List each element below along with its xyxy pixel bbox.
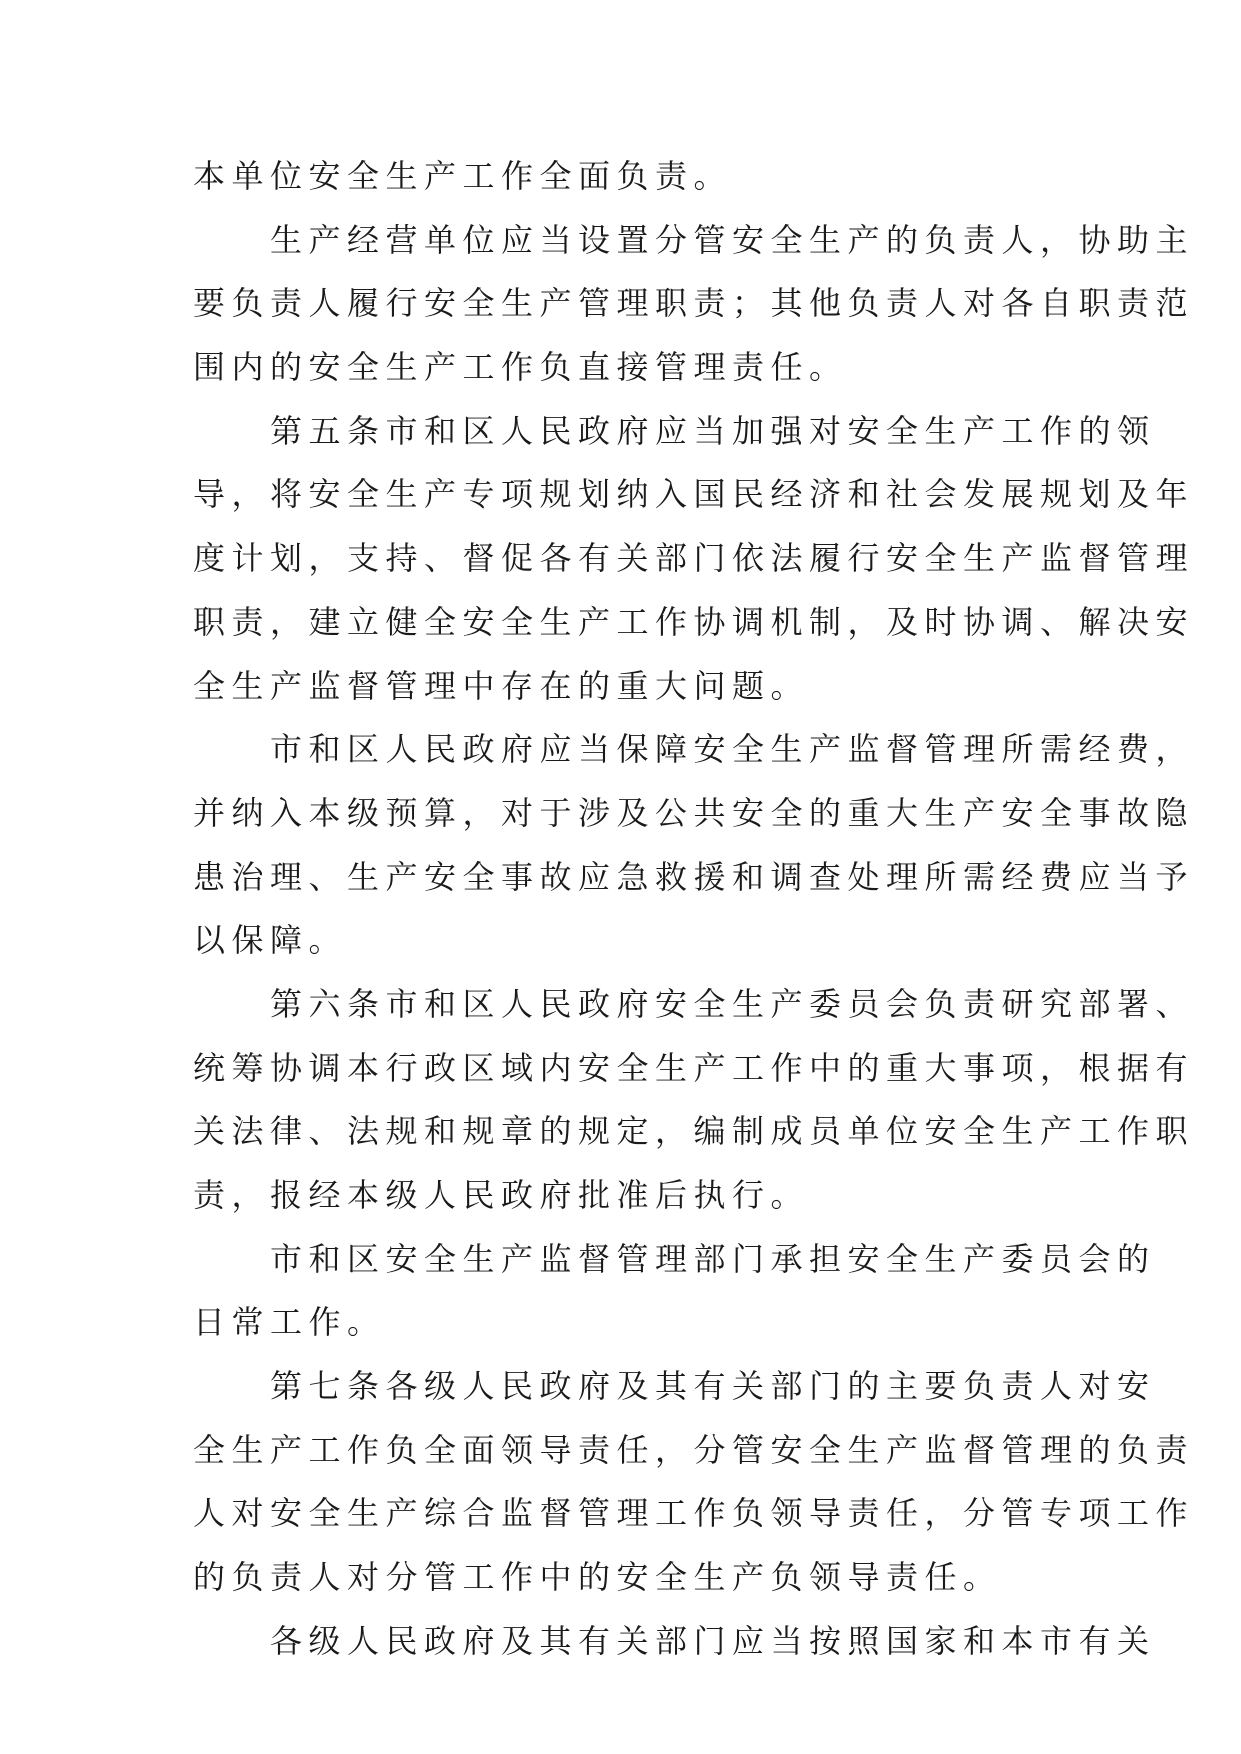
text-line: 围内的安全生产工作负直接管理责任。 (193, 348, 848, 387)
text-line: 生产经营单位应当设置分管安全生产的负责人，协助主 (193, 220, 1195, 259)
text-line: 第七条各级人民政府及其有关部门的主要负责人对安 (193, 1367, 1156, 1406)
text-line: 职责，建立健全安全生产工作协调机制，及时协调、解决安 (193, 602, 1195, 641)
text-line: 导，将安全生产专项规划纳入国民经济和社会发展规划及年 (193, 475, 1195, 514)
text-line: 关法律、法规和规章的规定，编制成员单位安全生产工作职 (193, 1112, 1195, 1151)
text-line: 第五条市和区人民政府应当加强对安全生产工作的领 (193, 411, 1156, 450)
text-line: 各级人民政府及其有关部门应当按照国家和本市有关 (193, 1621, 1156, 1660)
text-line: 全生产监督管理中存在的重大问题。 (193, 666, 810, 705)
text-line: 统筹协调本行政区域内安全生产工作中的重大事项，根据有 (193, 1048, 1195, 1087)
text-line: 度计划，支持、督促各有关部门依法履行安全生产监督管理 (193, 539, 1195, 578)
text-line: 并纳入本级预算，对于涉及公共安全的重大生产安全事故隐 (193, 793, 1195, 832)
text-line: 全生产工作负全面领导责任，分管安全生产监督管理的负责 (193, 1430, 1195, 1469)
text-line: 第六条市和区人民政府安全生产委员会负责研究部署、 (193, 984, 1195, 1023)
text-line: 本单位安全生产工作全面负责。 (193, 157, 733, 195)
text-line: 责，报经本级人民政府批准后执行。 (193, 1176, 810, 1214)
text-line: 患治理、生产安全事故应急救援和调查处理所需经费应当予 (193, 857, 1195, 896)
text-line: 以保障。 (193, 921, 348, 960)
text-line: 日常工作。 (193, 1303, 386, 1342)
text-line: 要负责人履行安全生产管理职责；其他负责人对各自职责范 (193, 284, 1195, 323)
text-line: 市和区安全生产监督管理部门承担安全生产委员会的 (193, 1239, 1156, 1278)
text-line: 人对安全生产综合监督管理工作负领导责任，分管专项工作 (193, 1494, 1195, 1533)
text-line: 的负责人对分管工作中的安全生产负领导责任。 (193, 1558, 1002, 1597)
document-body (193, 145, 1195, 1674)
text-line: 市和区人民政府应当保障安全生产监督管理所需经费， (193, 730, 1195, 769)
